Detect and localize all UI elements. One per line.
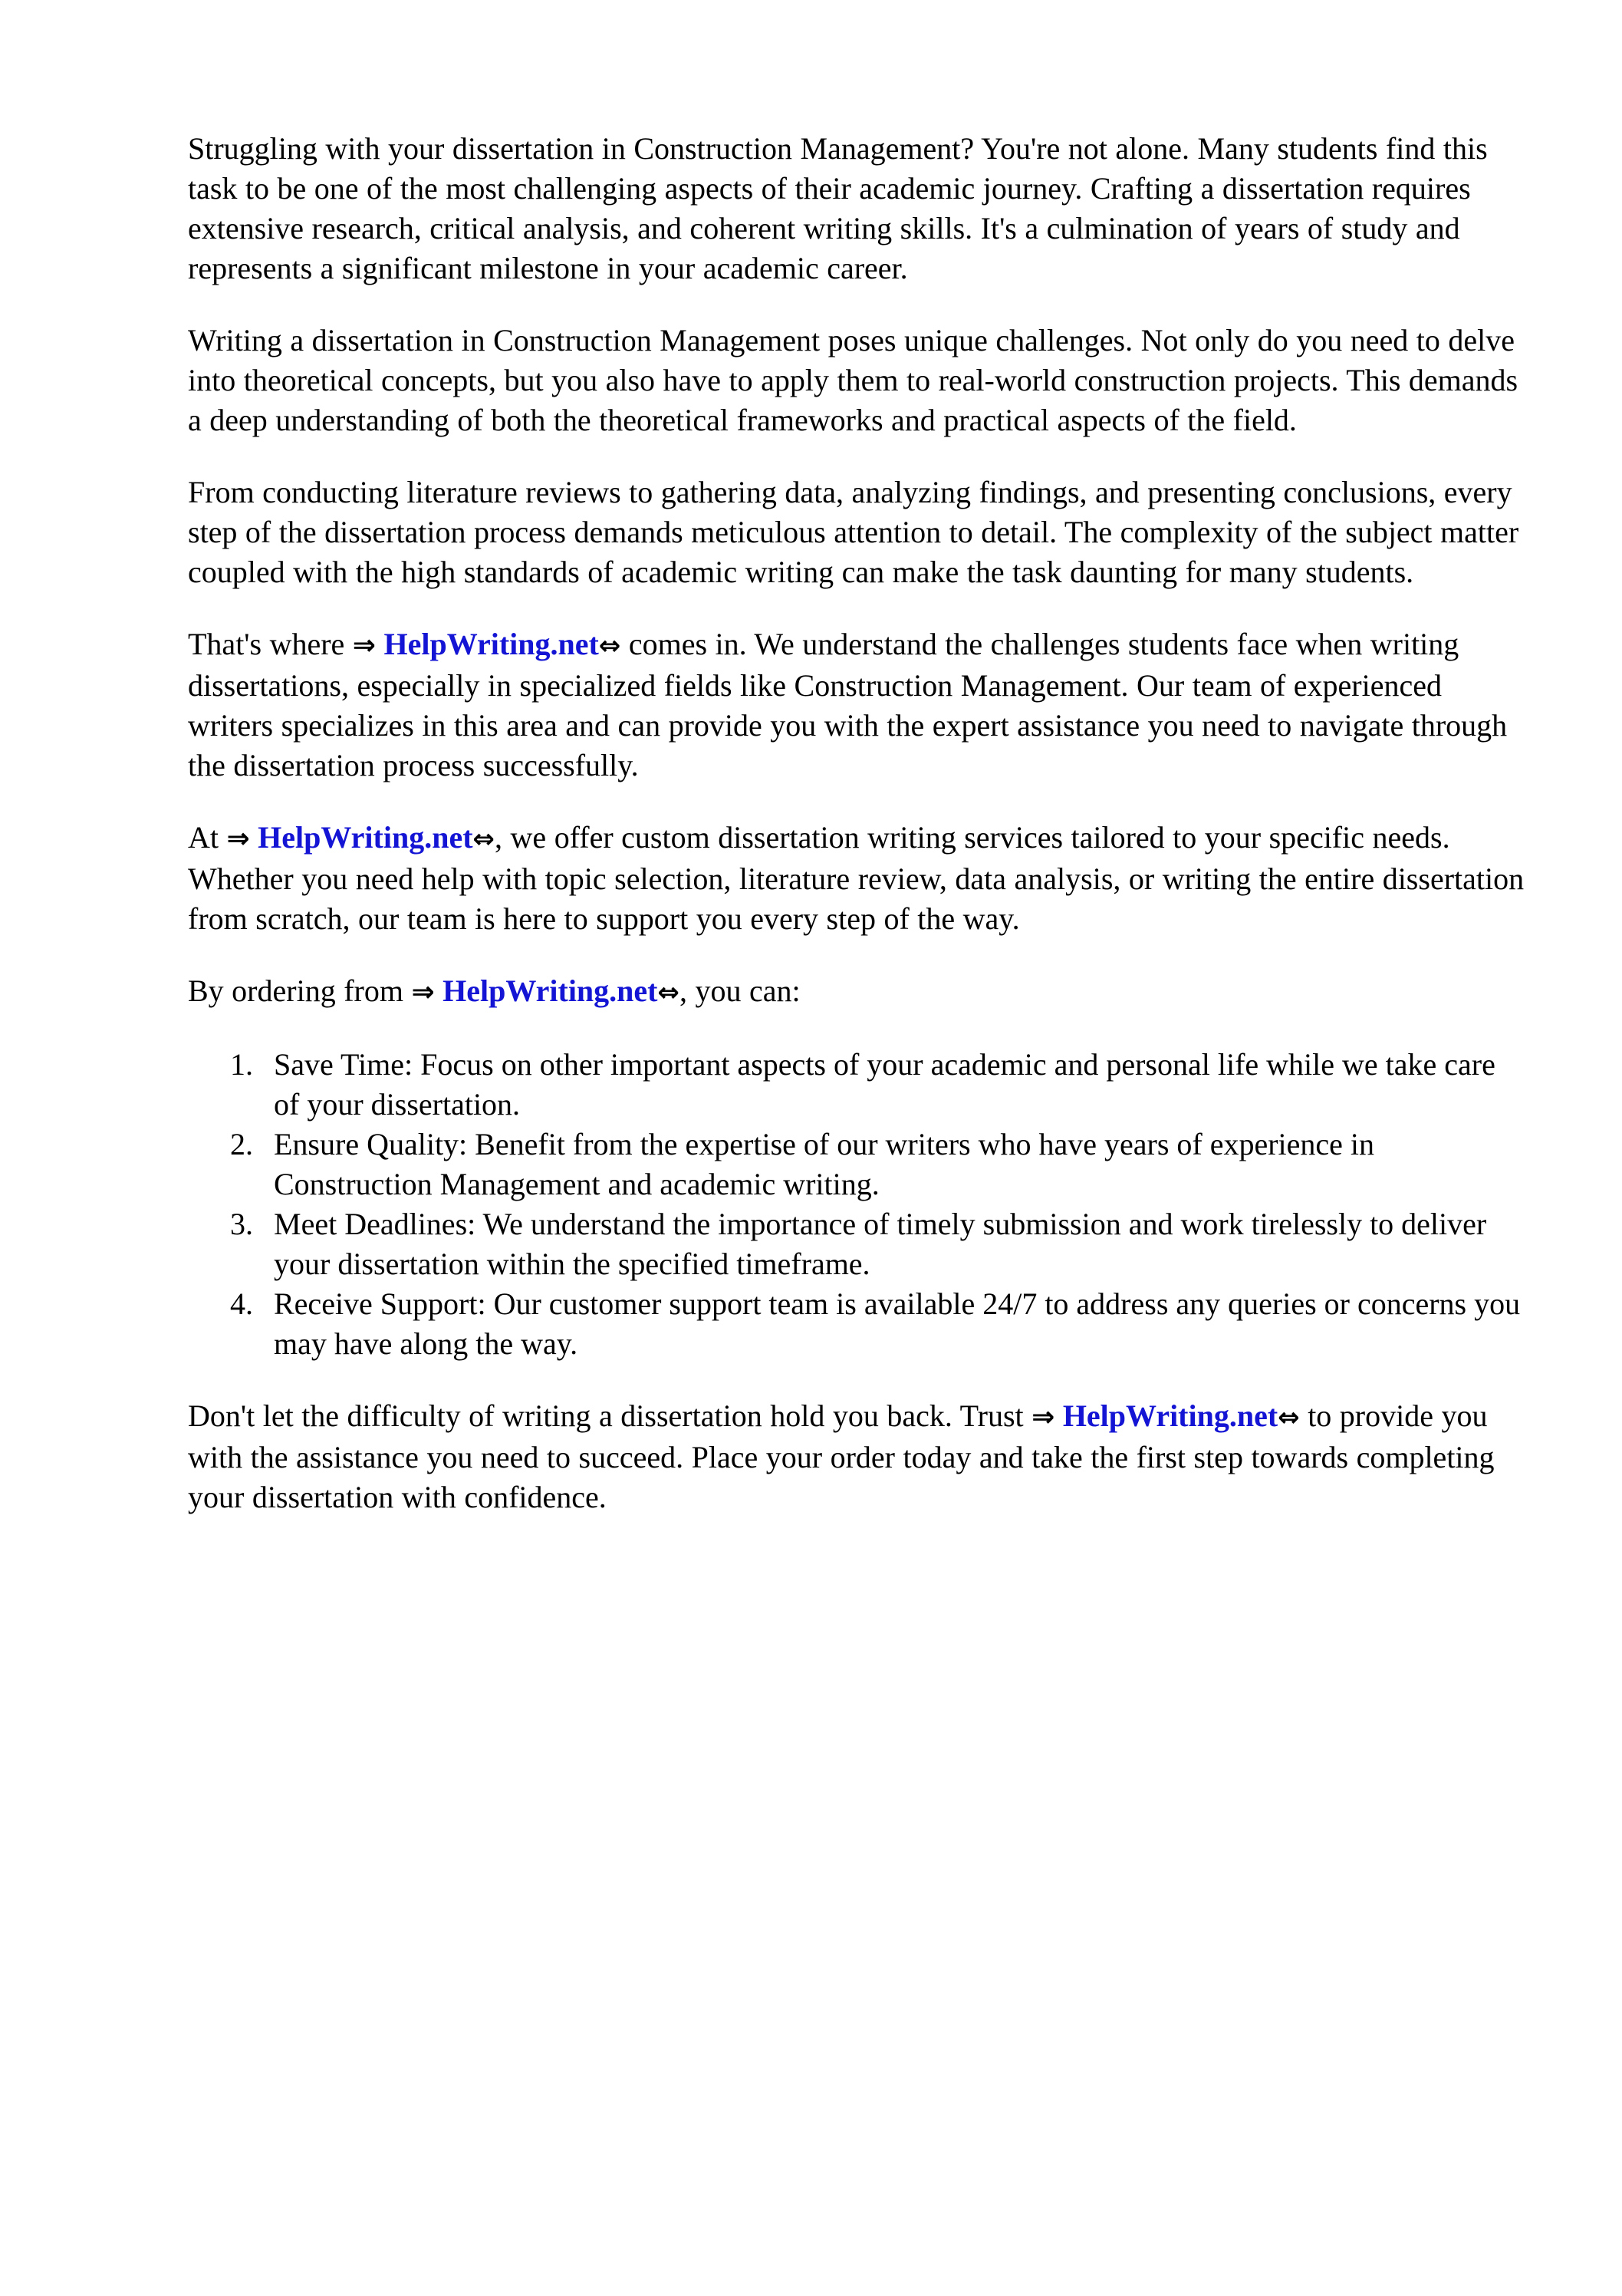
document-body: [188, 129, 1528, 1550]
arrow-right-icon: ⇒: [1031, 1402, 1055, 1433]
paragraph-process: From conducting literature reviews to gathering data, analyzing findings, and presenting conclusions, every step of the dissertation process demands meticulous attention to detail. The complexity of the subject matter coupled with the high standards of academic writing can make the task daunting for many students.: [188, 475, 1519, 589]
text-before-link: By ordering from: [188, 973, 412, 1008]
paragraph-challenges: Writing a dissertation in Construction Management poses unique challenges. Not only do you need to delve into theoretical concepts, but you also have to apply them to real-world construction projects. This demands a deep understanding of both the theoretical frameworks and practical aspects of the field.: [188, 323, 1518, 437]
text-after-link: comes in. We understand the challenges students face when writing dissertations, especially in specialized fields like Construction Management. Our team of experienced writers specializes in this area and can provide you with the expert assistance you need to navigate through the dissertation process successfully.: [188, 627, 1508, 782]
helpwriting-link[interactable]: HelpWriting.net: [258, 820, 473, 855]
arrow-leftright-icon: ⇔: [598, 631, 621, 661]
list-item: Meet Deadlines: We understand the importance of timely submission and work tirelessly to deliver your dissertation within the specified timeframe.: [274, 1207, 1487, 1281]
arrow-right-icon: ⇒: [352, 630, 376, 661]
paragraph-service-intro: [188, 624, 1528, 786]
paragraph-intro: Struggling with your dissertation in Construction Management? You're not alone. Many students find this task to be one of the most challenging aspects of their academic journey. Crafting a dissertation requires extensive research, critical analysis, and coherent writing skills. It's a culmination of years of study and represents a significant milestone in your academic career.: [188, 131, 1488, 285]
list-item: Save Time: Focus on other important aspects of your academic and personal life while we take care of your dissertation.: [274, 1047, 1495, 1122]
text-before-link: That's where: [188, 627, 353, 661]
benefits-list: [188, 1045, 1528, 1364]
paragraph-benefits-lead: [188, 971, 1528, 1013]
arrow-leftright-icon: ⇔: [1278, 1402, 1300, 1433]
text-before-link: Don't let the difficulty of writing a dissertation hold you back. Trust: [188, 1398, 1032, 1433]
paragraph-custom-services: [188, 818, 1528, 939]
helpwriting-link[interactable]: HelpWriting.net: [443, 973, 658, 1008]
arrow-leftright-icon: ⇔: [657, 977, 679, 1008]
helpwriting-link[interactable]: HelpWriting.net: [1062, 1398, 1278, 1433]
helpwriting-link[interactable]: HelpWriting.net: [383, 627, 599, 661]
paragraph-call-to-action: [188, 1396, 1528, 1517]
text-after-link: , we offer custom dissertation writing services tailored to your specific needs. Whether you need help with topic selection, literature review, data analysis, or writing the entire dissertation from scratch, our team is here to support you every step of the way.: [188, 820, 1525, 936]
list-item: Ensure Quality: Benefit from the expertise of our writers who have years of experience in Construction Management and academic writing.: [274, 1127, 1375, 1201]
list-item: Receive Support: Our customer support team is available 24/7 to address any queries or concerns you may have along the way.: [274, 1286, 1521, 1361]
arrow-leftright-icon: ⇔: [472, 824, 495, 855]
arrow-right-icon: ⇒: [411, 977, 435, 1008]
arrow-right-icon: ⇒: [226, 823, 250, 855]
text-before-link: At: [188, 820, 227, 855]
text-after-link: to provide you with the assistance you need to succeed. Place your order today and take the first step towards completing your dissertation with confidence.: [188, 1398, 1495, 1514]
text-after-link: , you can:: [679, 973, 801, 1008]
